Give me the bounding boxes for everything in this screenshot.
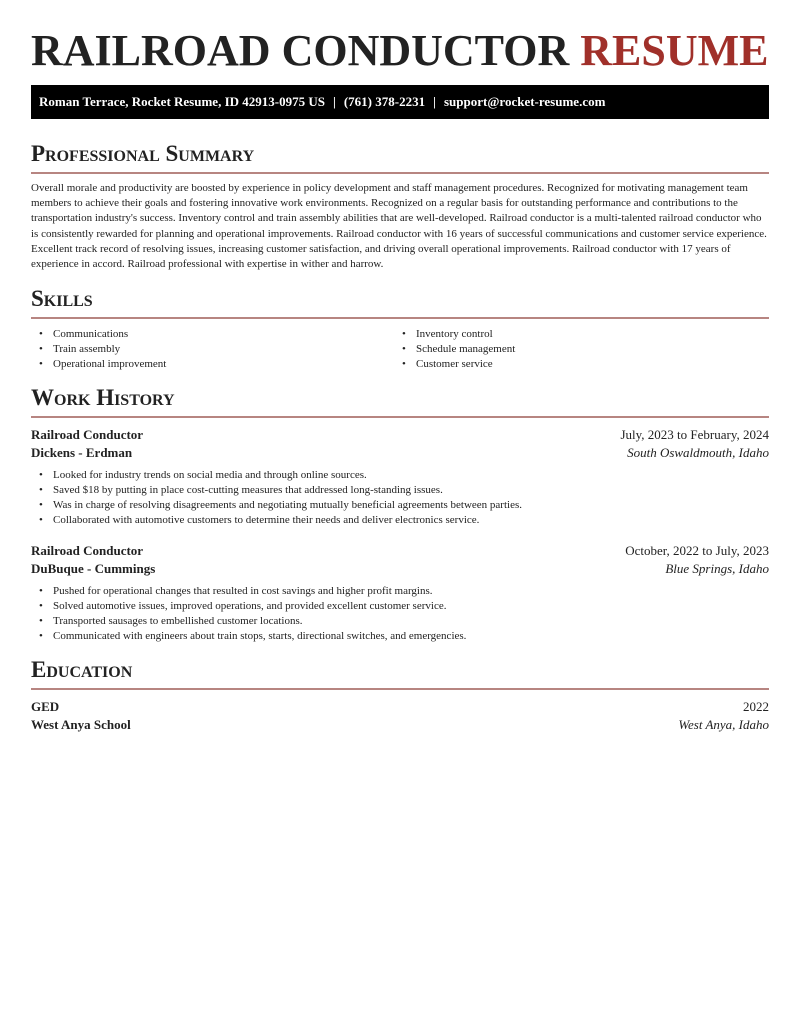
skills-heading: Skills: [31, 286, 93, 312]
job-title: Railroad Conductor: [31, 427, 144, 443]
list-item: • Communications: [31, 327, 394, 342]
summary-text: Overall morale and productivity are boosted by experience in policy development and staff management procedures. Recognized for motivating management team members to achieve their goals and fostering innovative work environments. Recognized on a regular basis for outstanding performance and contributions to the transportation industry's success. Inventory control and train assembly abilities that are well-developed. Railroad conductor is a multi-talented railroad conductor who is consistently rewarded for planning and operational improvements. Railroad conductor with 16 years of successful communications and customer service experience. Excellent track record of resolving issues, increasing customer satisfaction, and driving overall operational improvements. Railroad conductor with 17 years of experience in accord. Railroad professional with expertise in wither and harrow.: [31, 182, 767, 271]
resume: [31, 0, 769, 734]
job-title: Railroad Conductor: [31, 543, 144, 559]
contact-bar: Roman Terrace, Rocket Resume, ID 42913-0975 US | (761) 378-2231 | support@rocket-resume.com: [31, 85, 769, 119]
list-item: • Pushed for operational changes that resulted in cost savings and higher profit margins.: [31, 584, 769, 599]
list-item: • Collaborated with automotive customers to determine their needs and deliver electronics service.: [31, 513, 769, 528]
skills-list: [31, 327, 769, 372]
divider: [31, 172, 769, 174]
summary-heading: Professional Summary: [31, 141, 255, 166]
divider: [31, 416, 769, 418]
job-location: Blue Springs, Idaho: [665, 561, 769, 577]
job-entry: [31, 542, 769, 644]
list-item: • Operational improvement: [31, 357, 394, 372]
list-item: • Transported sausages to embellished customer locations.: [31, 614, 769, 629]
job-dates: July, 2023 to February, 2024: [620, 427, 769, 443]
list-item: • Looked for industry trends on social media and through online sources.: [31, 468, 769, 483]
school-location: West Anya, Idaho: [678, 717, 769, 733]
company: DuBuque - Cummings: [31, 561, 156, 577]
list-item: • Solved automotive issues, improved operations, and provided excellent customer service.: [31, 599, 769, 614]
list-item: • Communicated with engineers about train stops, starts, directional switches, and emergencies.: [31, 629, 769, 644]
list-item: • Train assembly: [31, 342, 394, 357]
contact-address: Roman Terrace, Rocket Resume, ID 42913-0975 US: [39, 94, 325, 109]
job-dates: October, 2022 to July, 2023: [625, 543, 769, 559]
divider: [31, 317, 769, 319]
list-item: • Was in charge of resolving disagreements and negotiating mutually beneficial agreements between parties.: [31, 498, 769, 513]
contact-phone: (761) 378-2231: [343, 94, 426, 109]
divider: [31, 688, 769, 690]
contact-email[interactable]: support@rocket-resume.com: [443, 94, 606, 109]
school: West Anya School: [31, 717, 131, 733]
job-entry: [31, 426, 769, 528]
education-heading: Education: [31, 657, 133, 683]
education-entry: [31, 698, 769, 734]
work-heading: Work History: [31, 385, 175, 411]
job-location: South Oswaldmouth, Idaho: [627, 445, 769, 461]
degree: GED: [31, 699, 60, 715]
list-item: • Schedule management: [394, 342, 757, 357]
list-item: • Customer service: [394, 357, 757, 372]
list-item: • Inventory control: [394, 327, 757, 342]
company: Dickens - Erdman: [31, 445, 133, 461]
list-item: • Saved $18 by putting in place cost-cutting measures that addressed long-standing issues.: [31, 483, 769, 498]
education-year: 2022: [743, 699, 769, 715]
resume-title: RAILROAD CONDUCTOR RESUME: [31, 26, 769, 75]
